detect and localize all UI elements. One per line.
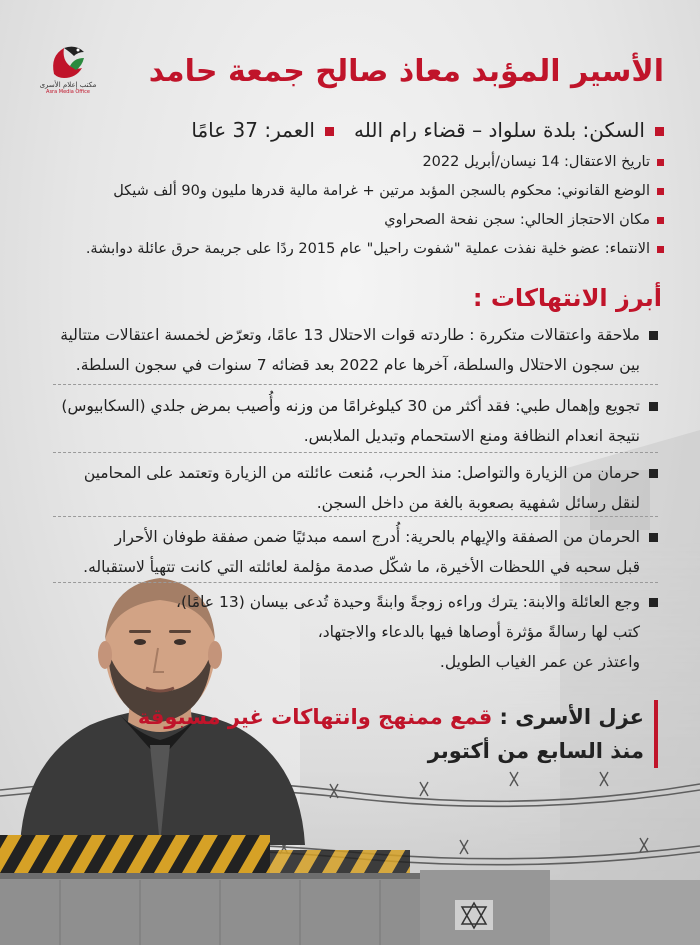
- violation-line: تجويع وإهمال طبي: فقد أكثر من 30 كيلوغرامًا من وزنه وأُصيب بمرض جلدي (السكابيوس): [61, 397, 640, 415]
- red-square-bullet: [657, 188, 664, 195]
- violation-line: بين سجون الاحتلال والسلطة، آخرها عام 2022 بعد قضائه 7 سنوات في سجون السلطة.: [75, 356, 640, 374]
- dashed-divider: [53, 384, 658, 385]
- violation-line: حرمان من الزيارة والتواصل: منذ الحرب، مُنعت عائلته من الزيارة وتعتمد على المحامين: [83, 464, 640, 482]
- violation-line: لنقل رسائل شفهية بصعوبة بالغة من داخل السجن.: [316, 494, 640, 512]
- logo-name-arabic: مكتب إعلام الأسرى: [39, 81, 97, 89]
- residence-age-row: [44, 118, 664, 146]
- red-square-bullet: [657, 246, 664, 253]
- violation-item: [58, 458, 658, 518]
- violation-line: واعتذر عن عمر الغياب الطويل.: [439, 653, 640, 671]
- square-bullet: [649, 533, 658, 542]
- square-bullet: [649, 402, 658, 411]
- info-text: الوضع القانوني: محكوم بالسجن المؤبد مرتين + غرامة مالية قدرها مليون و90 ألف شيكل: [113, 183, 650, 199]
- dashed-divider: [53, 516, 658, 517]
- residence-text: السكن: بلدة سلواد – قضاء رام الله: [354, 118, 645, 142]
- dashed-divider: [53, 582, 658, 583]
- residence: [354, 118, 664, 142]
- isolation-since: منذ السابع من أكتوبر: [427, 739, 644, 763]
- violation-item: [58, 391, 658, 451]
- info-text: مكان الاحتجاز الحالي: سجن نفحة الصحراوي: [384, 212, 650, 228]
- isolation-label: عزل الأسرى :: [499, 705, 644, 729]
- info-text: الانتماء: عضو خلية نفذت عملية "شفوت راحيل" عام 2015 ردًا على جريمة حرق عائلة دوابشة.: [85, 241, 650, 257]
- age-text: العمر: 37 عامًا: [191, 118, 315, 142]
- age: [191, 118, 334, 142]
- isolation-callout: [138, 700, 658, 768]
- square-bullet: [649, 598, 658, 607]
- violation-item: [58, 587, 658, 677]
- square-bullet: [649, 469, 658, 478]
- red-square-bullet: [655, 127, 664, 136]
- isolation-highlight: قمع ممنهج وانتهاكات غير مسبوقة: [137, 705, 493, 729]
- violation-line: ملاحقة واعتقالات متكررة : طاردته قوات الاحتلال 13 عامًا، وتعرّض لخمسة اعتقالات متتالية: [60, 326, 640, 344]
- violation-line: نتيجة انعدام النظافة ومنع الاستحمام وتبديل الملابس.: [303, 427, 640, 445]
- violation-item: [58, 320, 658, 380]
- violation-line: الحرمان من الصفقة والإيهام بالحرية: أُدرج اسمه مبدئيًا ضمن صفقة طوفان الأحرار: [114, 528, 640, 546]
- page-title: الأسير المؤبد معاذ صالح جمعة حامد: [148, 54, 664, 89]
- info-text: تاريخ الاعتقال: 14 نيسان/أبريل 2022: [422, 154, 650, 170]
- violation-line: قبل سحبه في اللحظات الأخيرة، ما شكّل صدمة مؤلمة لعائلته التي كانت تتهيأ لاستقباله.: [83, 558, 640, 576]
- dashed-divider: [53, 452, 658, 453]
- info-affiliation: [34, 241, 664, 257]
- violations-heading: أبرز الانتهاكات :: [472, 284, 662, 312]
- logo-name-english: Asra Media Office: [46, 89, 90, 95]
- violation-item: [58, 522, 658, 582]
- red-square-bullet: [657, 159, 664, 166]
- violation-line: وجع العائلة والابنة: يترك وراءه زوجةً وابنةً وحيدة تُدعى بيسان (13 عامًا)،: [176, 593, 640, 611]
- violation-line: كتب لها رسالةً مؤثرة أوصاها فيها بالدعاء والاجتهاد،: [317, 623, 640, 641]
- red-square-bullet: [325, 127, 334, 136]
- info-detention-place: [34, 212, 664, 228]
- red-square-bullet: [657, 217, 664, 224]
- info-arrest-date: [34, 154, 664, 170]
- info-legal-status: [34, 183, 664, 199]
- square-bullet: [649, 331, 658, 340]
